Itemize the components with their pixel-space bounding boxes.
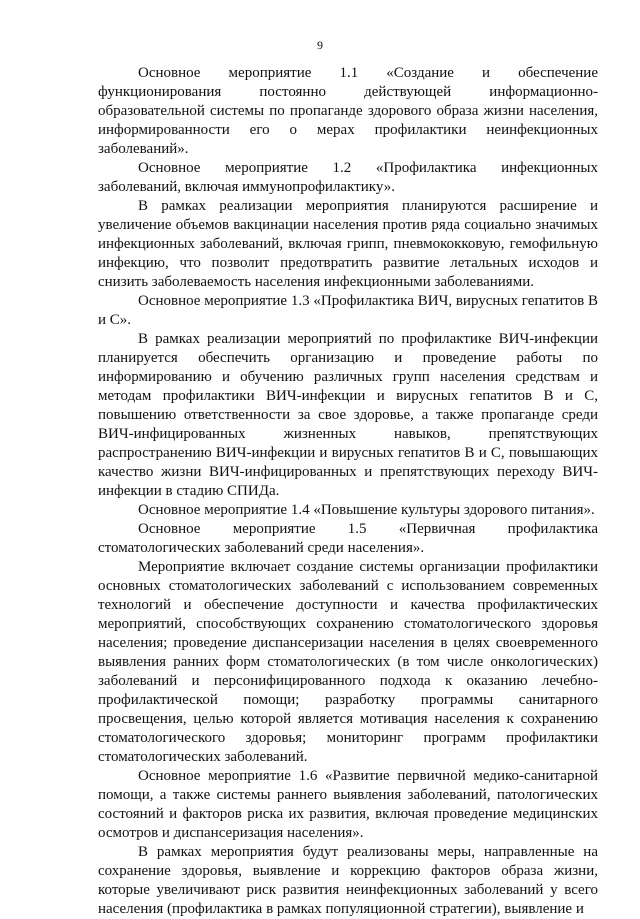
paragraph-health-measures: В рамках мероприятия будут реализованы меры, направленные на сохранение здоровья, выявление и коррекцию факторов образа жизни, которые увеличивают риск развития неинфекционных заболеваний у всего населения (профилактика в рамках популяционной стратегии), выявление и	[98, 844, 598, 917]
page-number: 9	[317, 38, 323, 52]
paragraph-vaccination: В рамках реализации мероприятия планируются расширение и увеличение объемов вакцинации населения против ряда социально значимых инфекционных заболеваний, включая грипп, пневмококковую, гемофильную инфекцию, что позволит предотвратить развитие летальных исходов и снизить заболеваемость населения инфекционными заболеваниями.	[98, 198, 598, 290]
document-body	[98, 64, 598, 919]
paragraph-event-1-4: Основное мероприятие 1.4 «Повышение культуры здорового питания».	[138, 502, 595, 518]
paragraph-event-1-6: Основное мероприятие 1.6 «Развитие первичной медико-санитарной помощи, а также системы раннего выявления заболеваний, патологических состояний и факторов риска их развития, включая проведение медицинских осмотров и диспансеризация населения».	[98, 768, 598, 841]
paragraph-event-1-3: Основное мероприятие 1.3 «Профилактика ВИЧ, вирусных гепатитов В и С».	[98, 293, 598, 328]
paragraph-hiv-prevention: В рамках реализации мероприятий по профилактике ВИЧ-инфекции планируется обеспечить организацию и проведение работы по информированию и обучению различных групп населения средствам и методам профилактики ВИЧ-инфекции и вирусных гепатитов В и С, повышению ответственности за свое здоровье, а также пропаганде среди ВИЧ-инфицированных жизненных навыков, препятствующих распространению ВИЧ-инфекции и вирусных гепатитов В и С, повышающих качество жизни ВИЧ-инфицированных и препятствующих переходу ВИЧ-инфекции в стадию СПИДа.	[98, 331, 598, 499]
paragraph-event-1-1: Основное мероприятие 1.1 «Создание и обеспечение функционирования постоянно действующей информационно-образовательной системы по пропаганде здорового образа жизни населения, информированности его о мерах профилактики неинфекционных заболеваний».	[98, 65, 598, 157]
paragraph-event-1-2: Основное мероприятие 1.2 «Профилактика инфекционных заболеваний, включая иммунопрофилактику».	[98, 160, 598, 195]
paragraph-dental-prevention: Мероприятие включает создание системы организации профилактики основных стоматологических заболеваний с использованием современных технологий и обеспечение доступности и качества профилактических мероприятий, способствующих сохранению стоматологического здоровья населения; проведение диспансеризации населения в целях своевременного выявления ранних форм стоматологических (в том числе онкологических) заболеваний и персонифицированного подхода к оказанию лечебно-профилактической помощи; разработку программы санитарного просвещения, целью которой является мотивация населения к сохранению стоматологического здоровья; мониторинг программ профилактики стоматологических заболеваний.	[98, 559, 598, 765]
paragraph-event-1-5: Основное мероприятие 1.5 «Первичная профилактика стоматологических заболеваний среди населения».	[98, 521, 598, 556]
